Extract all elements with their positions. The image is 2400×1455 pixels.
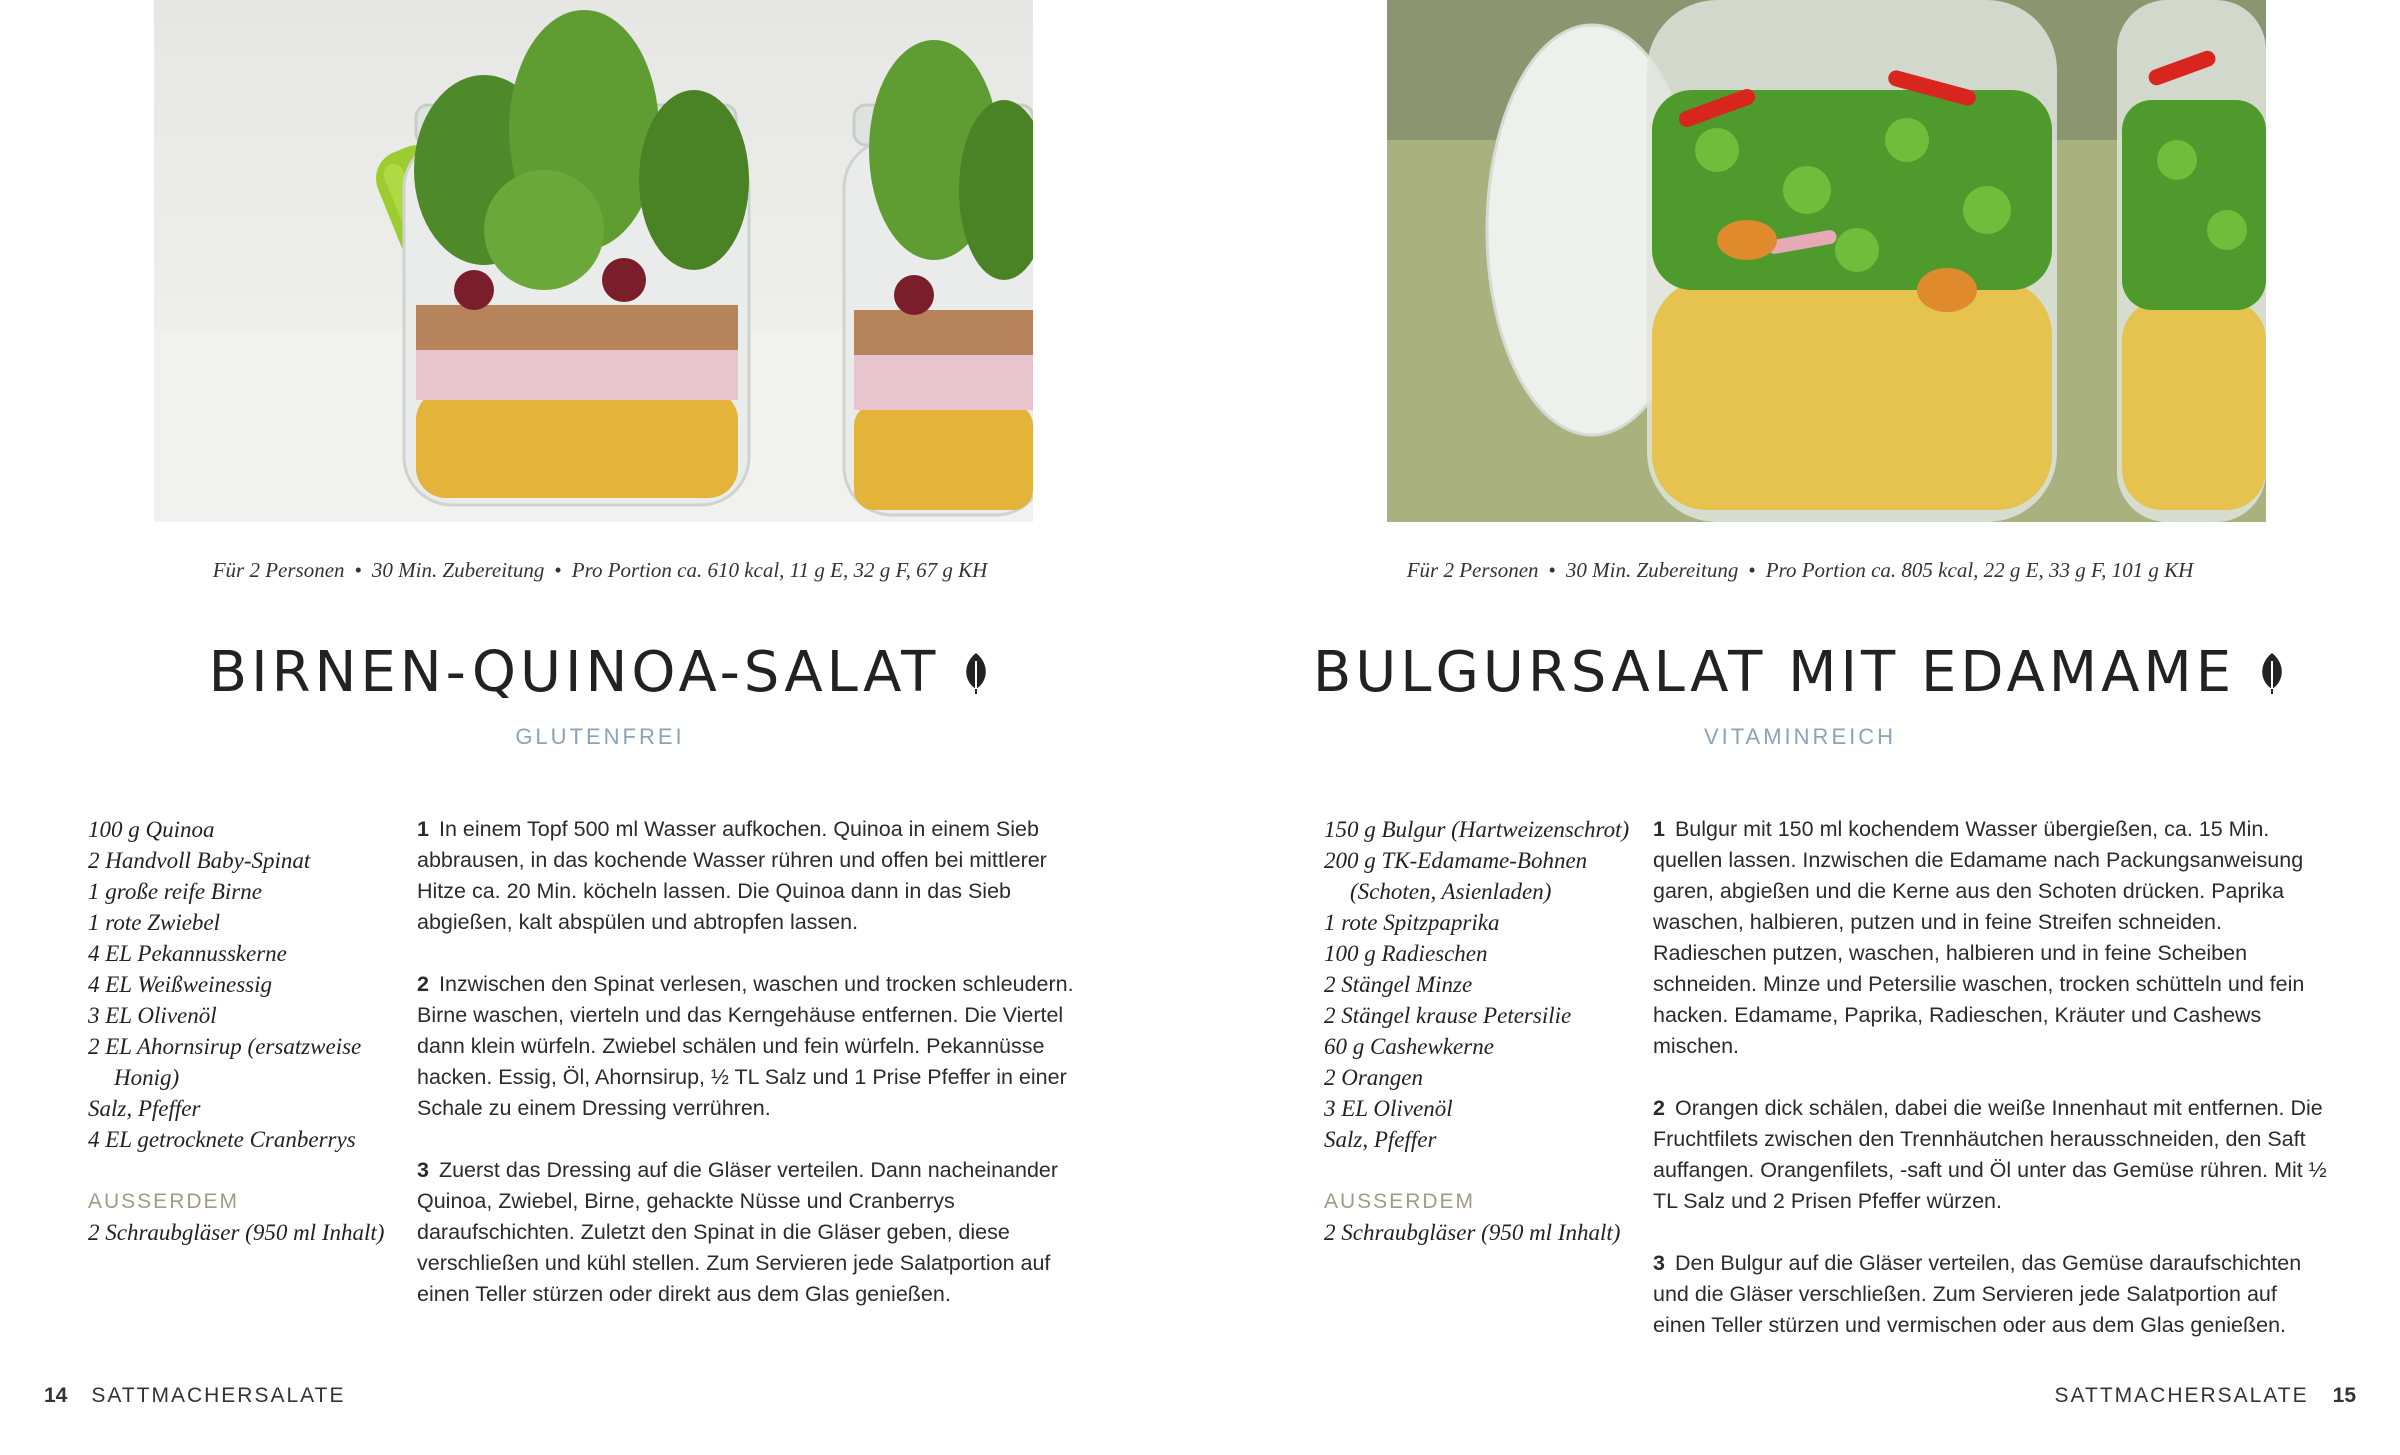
servings-text: Für 2 Personen [1406, 558, 1539, 582]
right-page [1200, 0, 2400, 1455]
ingredient-item: 150 g Bulgur (Hartweizenschrot) [1324, 817, 1630, 842]
recipe-title [0, 640, 1200, 705]
ingredient-item: 2 Stängel krause Petersilie [1324, 1003, 1572, 1028]
ingredient-item: 3 EL Olivenöl [1324, 1096, 1453, 1121]
step [417, 969, 1097, 1124]
recipe-subtitle: GLUTENFREI [515, 724, 685, 749]
step-number: 1 [1653, 817, 1665, 841]
page-footer [2055, 1384, 2356, 1408]
ingredient-item: 4 EL getrocknete Cranberrys [88, 1127, 356, 1152]
step-number: 3 [417, 1158, 429, 1182]
leaf-icon [961, 651, 991, 695]
method-steps [417, 814, 1097, 1341]
step-number: 3 [1653, 1251, 1665, 1275]
method-steps [1653, 814, 2333, 1372]
jar-illustration [154, 0, 1033, 522]
ingredient-item: Salz, Pfeffer [1324, 1127, 1437, 1152]
ingredient-item: 60 g Cashewkerne [1324, 1034, 1494, 1059]
ingredient-item: 2 EL Ahornsirup (ersatzweise Honig) [88, 1034, 362, 1090]
jar-illustration [1387, 0, 2266, 522]
recipe-meta [0, 558, 1200, 583]
step [417, 814, 1097, 938]
step-text: In einem Topf 500 ml Wasser aufkochen. Quinoa in einem Sieb abbrausen, in das kochende Wasser rühren und offen bei mittlerer Hitze ca. 20 Min. köcheln lassen. Die Quinoa dann in das Sieb abgießen, kalt abspülen und abtropfen lassen. [417, 817, 1047, 934]
separator-dot: • [1548, 558, 1556, 582]
step [1653, 1093, 2333, 1217]
extra-item: 2 Schraubgläser (950 ml Inhalt) [88, 1220, 385, 1245]
recipe-title-text: BIRNEN-QUINOA-SALAT [208, 640, 940, 705]
page-number: 15 [2332, 1384, 2356, 1407]
recipe-subtitle: VITAMINREICH [1703, 724, 1897, 749]
ingredient-item: 2 Handvoll Baby-Spinat [88, 848, 311, 873]
extra-heading: AUSSERDEM [88, 1190, 240, 1213]
page-number: 14 [44, 1384, 68, 1407]
step-text: Bulgur mit 150 ml kochendem Wasser übergießen, ca. 15 Min. quellen lassen. Inzwischen die Edamame nach Packungsanweisung garen, abgießen und die Kerne aus den Schoten drücken. Paprika waschen, halbieren, putzen und in feine Streifen schneiden. Radieschen putzen, waschen, halbieren und in feine Scheiben schneiden. Minze und Petersilie waschen, trocken schütteln und fein hacken. Edamame, Paprika, Radieschen, Kräuter und Cashews mischen. [1653, 817, 2305, 1058]
ingredient-item: 2 Stängel Minze [1324, 972, 1473, 997]
separator-dot: • [354, 558, 362, 582]
ingredient-item: 100 g Quinoa [88, 817, 215, 842]
step [1653, 814, 2333, 1062]
step-number: 2 [417, 972, 429, 996]
page-footer [44, 1384, 345, 1408]
servings-text: Für 2 Personen [212, 558, 345, 582]
ingredient-item: 200 g TK-Edamame-Bohnen (Schoten, Asienladen) [1324, 848, 1588, 904]
ingredient-list [1324, 814, 1634, 1248]
step-text: Inzwischen den Spinat verlesen, waschen und trocken schleudern. Birne waschen, vierteln und das Kerngehäuse entfernen. Die Viertel dann klein würfeln. Zwiebel schälen und fein würfeln. Pekannüsse hacken. Essig, Öl, Ahornsirup, ½ TL Salz und 1 Prise Pfeffer in einer Schale zu einem Dressing verrühren. [417, 972, 1074, 1120]
time-text: 30 Min. Zubereitung [371, 558, 545, 582]
leaf-icon [2257, 651, 2287, 695]
ingredient-item: 4 EL Weißweinessig [88, 972, 273, 997]
extra-heading: AUSSERDEM [1324, 1190, 1476, 1213]
step-number: 1 [417, 817, 429, 841]
step-number: 2 [1653, 1096, 1665, 1120]
ingredient-item: 1 große reife Birne [88, 879, 262, 904]
recipe-meta [1200, 558, 2400, 583]
separator-dot: • [554, 558, 562, 582]
step [1653, 1248, 2333, 1341]
step-text: Zuerst das Dressing auf die Gläser verteilen. Dann nacheinander Quinoa, Zwiebel, Birne, gehackte Nüsse und Cranberrys daraufschichten. Zuletzt den Spinat in die Gläser geben, diese verschließen und kühl stellen. Zum Servieren jede Salatportion auf einen Teller stürzen oder direkt aus dem Glas genießen. [417, 1158, 1059, 1306]
recipe-title [1200, 640, 2400, 705]
nutrition-text: Pro Portion ca. 610 kcal, 11 g E, 32 g F, 67 g KH [571, 558, 988, 582]
section-name: SATTMACHERSALATE [2054, 1384, 2309, 1407]
separator-dot: • [1748, 558, 1756, 582]
ingredient-item: Salz, Pfeffer [88, 1096, 201, 1121]
extra-item: 2 Schraubgläser (950 ml Inhalt) [1324, 1220, 1621, 1245]
step-text: Den Bulgur auf die Gläser verteilen, das Gemüse daraufschichten und die Gläser verschließen. Zum Servieren jede Salatportion auf einen Teller stürzen und vermischen oder aus dem Glas genießen. [1653, 1251, 2302, 1337]
recipe-photo-quinoa-jars [154, 0, 1033, 522]
ingredient-list [88, 814, 398, 1248]
nutrition-text: Pro Portion ca. 805 kcal, 22 g E, 33 g F, 101 g KH [1765, 558, 2194, 582]
ingredient-item: 3 EL Olivenöl [88, 1003, 217, 1028]
recipe-title-text: BULGURSALAT MIT EDAMAME [1312, 640, 2236, 705]
ingredient-item: 100 g Radieschen [1324, 941, 1488, 966]
ingredient-item: 2 Orangen [1324, 1065, 1424, 1090]
step-text: Orangen dick schälen, dabei die weiße Innenhaut mit entfernen. Die Fruchtfilets zwischen den Trennhäutchen herausschneiden, den Saft auffangen. Orangenfilets, -saft und Öl unter das Gemüse rühren. Mit ½ TL Salz und 2 Prisen Pfeffer würzen. [1653, 1096, 2327, 1213]
step [417, 1155, 1097, 1310]
ingredient-item: 4 EL Pekannusskerne [88, 941, 287, 966]
section-name: SATTMACHERSALATE [91, 1384, 346, 1407]
ingredient-item: 1 rote Spitzpaprika [1324, 910, 1500, 935]
time-text: 30 Min. Zubereitung [1565, 558, 1739, 582]
ingredient-item: 1 rote Zwiebel [88, 910, 221, 935]
recipe-photo-bulgur-jars [1387, 0, 2266, 522]
